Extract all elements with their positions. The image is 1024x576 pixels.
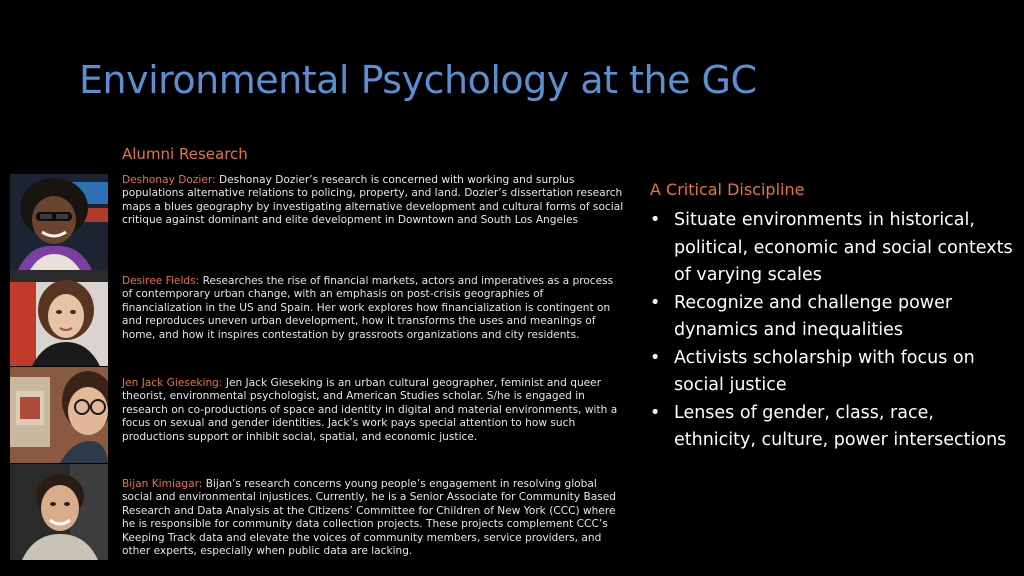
alumni-photo-fields: [10, 270, 108, 366]
discipline-bullet-text: Activists scholarship with focus on social justice: [674, 347, 975, 395]
bullet-dot-icon: •: [650, 210, 661, 230]
bullet-dot-icon: •: [650, 292, 661, 313]
alumni-photo-dozier: [10, 174, 108, 270]
discipline-bullet-text: Situate environments in historical, political, economic and social contexts of varying scales: [674, 210, 1013, 285]
alumni-photo-gieseking: [10, 367, 108, 463]
alumni-text-fields: Researches the rise of financial markets, actors and imperatives as a process of contemporary urban change, with an emphasis on post-crisis geographies of financialization in the US and Spain. Her work explores how financialization is contingent on and reproduces uneven urban development, how it transforms the uses and meanings of home, and how it inspires contestation by grassroots organizations and city residents.: [122, 275, 614, 341]
alumni-bio-fields: [122, 275, 624, 342]
alumni-research-heading: Alumni Research: [122, 145, 248, 163]
alumni-text-gieseking: Jen Jack Gieseking is an urban cultural geographer, feminist and queer theorist, environmental psychologist, and American Studies scholar. S/he is engaged in research on co-productions of space and identity in digital and material environments, with a focus on sexual and gender identities. Jack’s work pays special attention to how such productions support or inhibit social, spatial, and economic justice.: [122, 377, 618, 443]
discipline-bullet: [650, 290, 1020, 345]
alumni-bio-gieseking: [122, 377, 624, 444]
critical-discipline-heading: A Critical Discipline: [650, 180, 805, 199]
bullet-dot-icon: •: [650, 402, 661, 423]
discipline-bullet: [650, 400, 1020, 455]
critical-discipline-panel: [650, 180, 1020, 455]
discipline-bullet-text: Recognize and challenge power dynamics and inequalities: [674, 292, 953, 340]
alumni-text-dozier: Deshonay Dozier’s research is concerned with working and surplus populations alternative relations to policing, property, and land. Dozier’s dissertation research maps a blues geography by investigating alternative development and cultural forms of social critique against dominant and elite development in Downtown and South Los Angeles: [122, 174, 624, 227]
discipline-bullet-text: Lenses of gender, class, race, ethnicity, culture, power intersections: [674, 402, 1007, 450]
alumni-name-dozier: Deshonay Dozier:: [122, 174, 216, 186]
discipline-bullet: [650, 345, 1020, 400]
alumni-photo-kimiagar: [10, 464, 108, 560]
alumni-name-kimiagar: Bijan Kimiagar:: [122, 478, 203, 490]
alumni-bio-kimiagar: [122, 478, 624, 558]
discipline-bullet: [650, 207, 1020, 290]
alumni-bio-dozier: [122, 174, 624, 228]
slide-title: Environmental Psychology at the GC: [79, 58, 757, 102]
critical-discipline-list: [650, 207, 1020, 455]
bullet-dot-icon: •: [650, 347, 661, 368]
alumni-name-fields: Desiree Fields:: [122, 275, 200, 287]
alumni-name-gieseking: Jen Jack Gieseking:: [122, 377, 223, 389]
alumni-text-kimiagar: Bijan’s research concerns young people’s engagement in resolving global social and environmental injustices. Currently, he is a Senior Associate for Community Based Research and Data Analysis at the Citizens’ Committee for Children of New York (CCC) where he is responsible for community data collection projects. These projects complement CCC’s Keeping Track data and elevate the voices of community members, service providers, and other experts, especially when public data are lacking.: [122, 478, 616, 558]
